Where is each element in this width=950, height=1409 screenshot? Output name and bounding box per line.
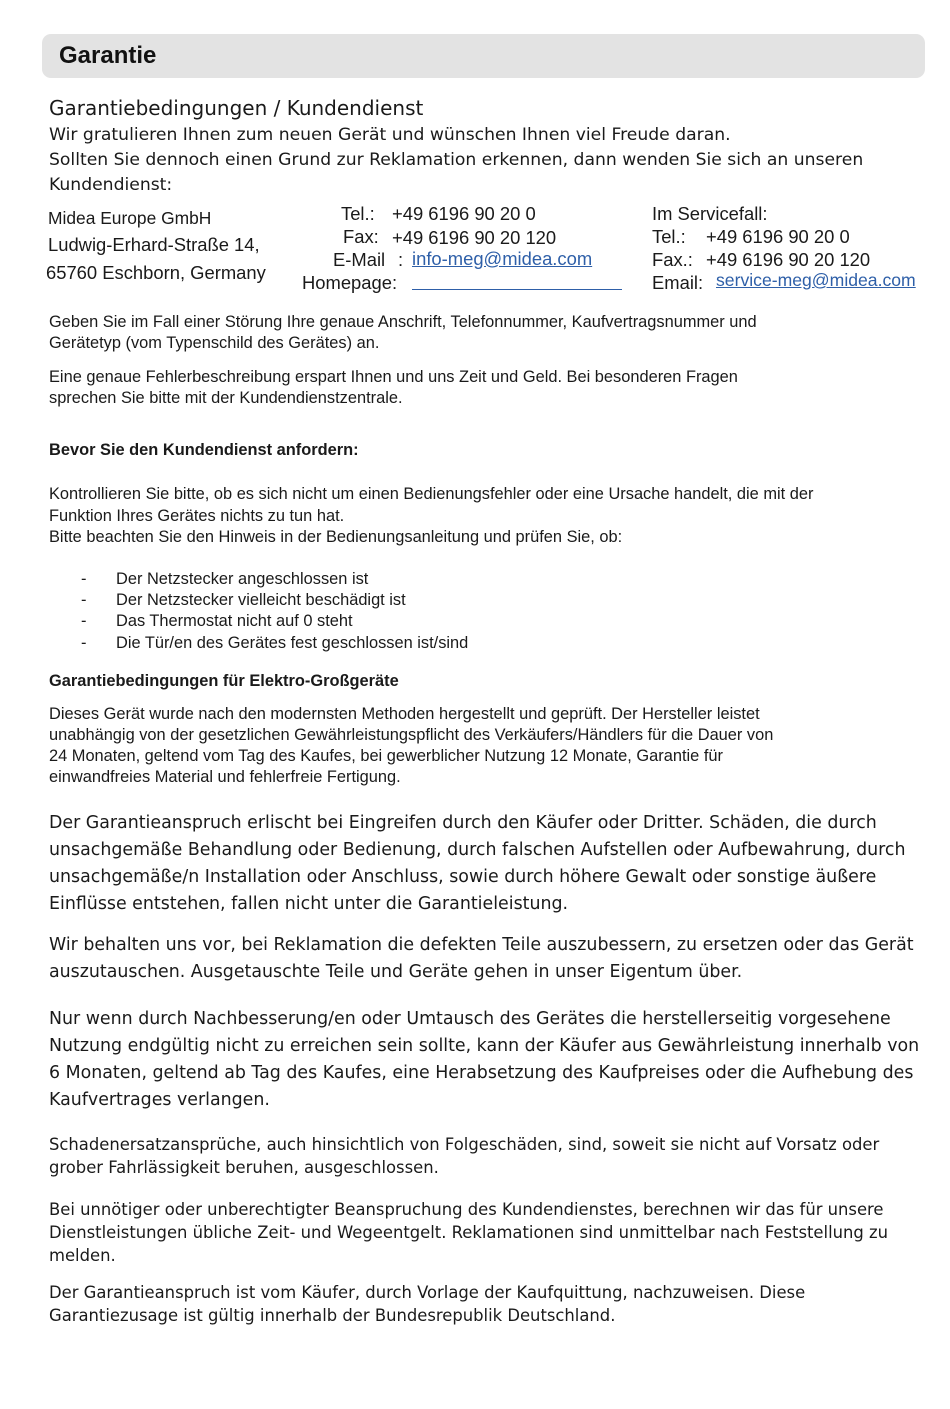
conditions-p3-line-1: Wir behalten uns vor, bei Reklamation die defekten Teile auszubessern, zu ersetzen oder das Gerät bbox=[49, 935, 914, 955]
conditions-p4-line-4: Kaufvertrages verlangen. bbox=[49, 1090, 270, 1110]
conditions-p2-line-2: unsachgemäße Behandlung oder Bedienung, durch falschen Aufstellen oder Aufbewahrung, durch bbox=[49, 840, 906, 860]
conditions-p5-line-2: grober Fahrlässigkeit beruhen, ausgeschlossen. bbox=[49, 1158, 439, 1177]
contact-homepage-label: Homepage: bbox=[302, 272, 398, 293]
contact-tel-label: Tel.: bbox=[341, 203, 375, 224]
page-title: Garantie bbox=[59, 42, 157, 69]
conditions-p6-line-1: Bei unnötiger oder unberechtigter Beanspruchung des Kundendienstes, berechnen wir das für unsere bbox=[49, 1200, 884, 1219]
conditions-p5-line-1: Schadenersatzansprüche, auch hinsichtlich von Folgeschäden, sind, soweit sie nicht auf Vorsatz oder bbox=[49, 1135, 880, 1154]
contact-email-link[interactable]: info-meg@midea.com bbox=[412, 248, 593, 269]
conditions-p1-line-4: einwandfreies Material und fehlerfreie Fertigung. bbox=[49, 768, 401, 786]
intro-line-2: Sollten Sie dennoch einen Grund zur Reklamation erkennen, dann wenden Sie sich an unseren bbox=[49, 150, 864, 170]
homepage-link-blank[interactable] bbox=[412, 289, 622, 290]
info-p1-line-1: Geben Sie im Fall einer Störung Ihre genaue Anschrift, Telefonnummer, Kaufvertragsnummer und bbox=[49, 313, 757, 331]
conditions-p7-line-1: Der Garantieanspruch ist vom Käufer, durch Vorlage der Kaufquittung, nachzuweisen. Diese bbox=[49, 1283, 806, 1302]
conditions-p6-line-3: melden. bbox=[49, 1246, 116, 1265]
contact-email-separator: : bbox=[398, 249, 404, 270]
contact-email-label: E-Mail bbox=[333, 249, 386, 270]
conditions-p4-line-2: Nutzung endgültig nicht zu erreichen sein sollte, kann der Käufer aus Gewährleistung innerhalb von bbox=[49, 1036, 920, 1056]
info-p1-line-2: Gerätetyp (vom Typenschild des Gerätes) an. bbox=[49, 334, 380, 352]
checklist-text: Der Netzstecker vielleicht beschädigt ist bbox=[116, 591, 406, 609]
contact-tel-value: +49 6196 90 20 0 bbox=[392, 203, 536, 224]
conditions-p6-line-2: Dienstleistungen übliche Zeit- und Wegeentgelt. Reklamationen sind unmittelbar nach Feststellung zu bbox=[49, 1223, 889, 1242]
checklist-text: Der Netzstecker angeschlossen ist bbox=[116, 570, 369, 588]
service-title: Im Servicefall: bbox=[652, 203, 768, 224]
company-city: 65760 Eschborn, Germany bbox=[46, 262, 266, 283]
checklist-text: Die Tür/en des Gerätes fest geschlossen ist/sind bbox=[116, 634, 469, 652]
contact-fax-value: +49 6196 90 20 120 bbox=[392, 227, 557, 248]
conditions-p3-line-2: auszutauschen. Ausgetauschte Teile und Geräte gehen in unser Eigentum über. bbox=[49, 962, 743, 982]
service-fax-value: +49 6196 90 20 120 bbox=[706, 249, 871, 270]
conditions-p1-line-1: Dieses Gerät wurde nach den modernsten Methoden hergestellt und geprüft. Der Hersteller leistet bbox=[49, 705, 760, 723]
info-p2-line-2: sprechen Sie bitte mit der Kundendienstzentrale. bbox=[49, 389, 403, 407]
company-street: Ludwig-Erhard-Straße 14, bbox=[48, 234, 260, 255]
list-dash: - bbox=[81, 612, 87, 630]
service-email-link[interactable]: service-meg@midea.com bbox=[716, 270, 916, 290]
conditions-p2-line-4: Einflüsse entstehen, fallen nicht unter die Garantieleistung. bbox=[49, 894, 569, 914]
conditions-p1-line-2: unabhängig von der gesetzlichen Gewährleistungspflicht des Verkäufers/Händlers für die Dauer von bbox=[49, 726, 774, 744]
before-line-2: Funktion Ihres Gerätes nichts zu tun hat. bbox=[49, 507, 345, 525]
company-name: Midea Europe GmbH bbox=[48, 208, 212, 228]
checklist-text: Das Thermostat nicht auf 0 steht bbox=[116, 612, 353, 630]
before-line-1: Kontrollieren Sie bitte, ob es sich nicht um einen Bedienungsfehler oder eine Ursache handelt, die mit der bbox=[49, 485, 814, 503]
conditions-p4-line-3: 6 Monaten, geltend ab Tag des Kaufes, eine Herabsetzung des Kaufpreises oder die Aufhebung des bbox=[49, 1063, 914, 1083]
conditions-p2-line-3: unsachgemäße/n Installation oder Anschluss, sowie durch höhere Gewalt oder sonstige äußere bbox=[49, 867, 877, 887]
before-heading: Bevor Sie den Kundendienst anfordern: bbox=[49, 441, 359, 459]
conditions-heading: Garantiebedingungen für Elektro-Großgeräte bbox=[49, 672, 399, 690]
header-bar bbox=[42, 34, 925, 78]
info-p2-line-1: Eine genaue Fehlerbeschreibung erspart Ihnen und uns Zeit und Geld. Bei besonderen Fragen bbox=[49, 368, 738, 386]
list-dash: - bbox=[81, 634, 87, 652]
before-line-3: Bitte beachten Sie den Hinweis in der Bedienungsanleitung und prüfen Sie, ob: bbox=[49, 528, 623, 546]
list-dash: - bbox=[81, 591, 87, 609]
conditions-p7-line-2: Garantiezusage ist gültig innerhalb der Bundesrepublik Deutschland. bbox=[49, 1306, 616, 1325]
service-fax-label: Fax.: bbox=[652, 249, 693, 270]
conditions-p4-line-1: Nur wenn durch Nachbesserung/en oder Umtausch des Gerätes die herstellerseitig vorgesehene bbox=[49, 1009, 891, 1029]
service-email-label: Email: bbox=[652, 272, 704, 293]
conditions-p1-line-3: 24 Monaten, geltend vom Tag des Kaufes, bei gewerblicher Nutzung 12 Monate, Garantie für bbox=[49, 747, 723, 765]
intro-line-1: Wir gratulieren Ihnen zum neuen Gerät und wünschen Ihnen viel Freude daran. bbox=[49, 125, 731, 145]
list-dash: - bbox=[81, 570, 87, 588]
intro-line-3: Kundendienst: bbox=[49, 175, 173, 195]
contact-fax-label: Fax: bbox=[343, 226, 379, 247]
conditions-p2-line-1: Der Garantieanspruch erlischt bei Eingreifen durch den Käufer oder Dritter. Schäden, die durch bbox=[49, 813, 877, 833]
section-heading-kundendienst: Garantiebedingungen / Kundendienst bbox=[49, 96, 424, 120]
service-tel-value: +49 6196 90 20 0 bbox=[706, 226, 850, 247]
service-tel-label: Tel.: bbox=[652, 226, 686, 247]
